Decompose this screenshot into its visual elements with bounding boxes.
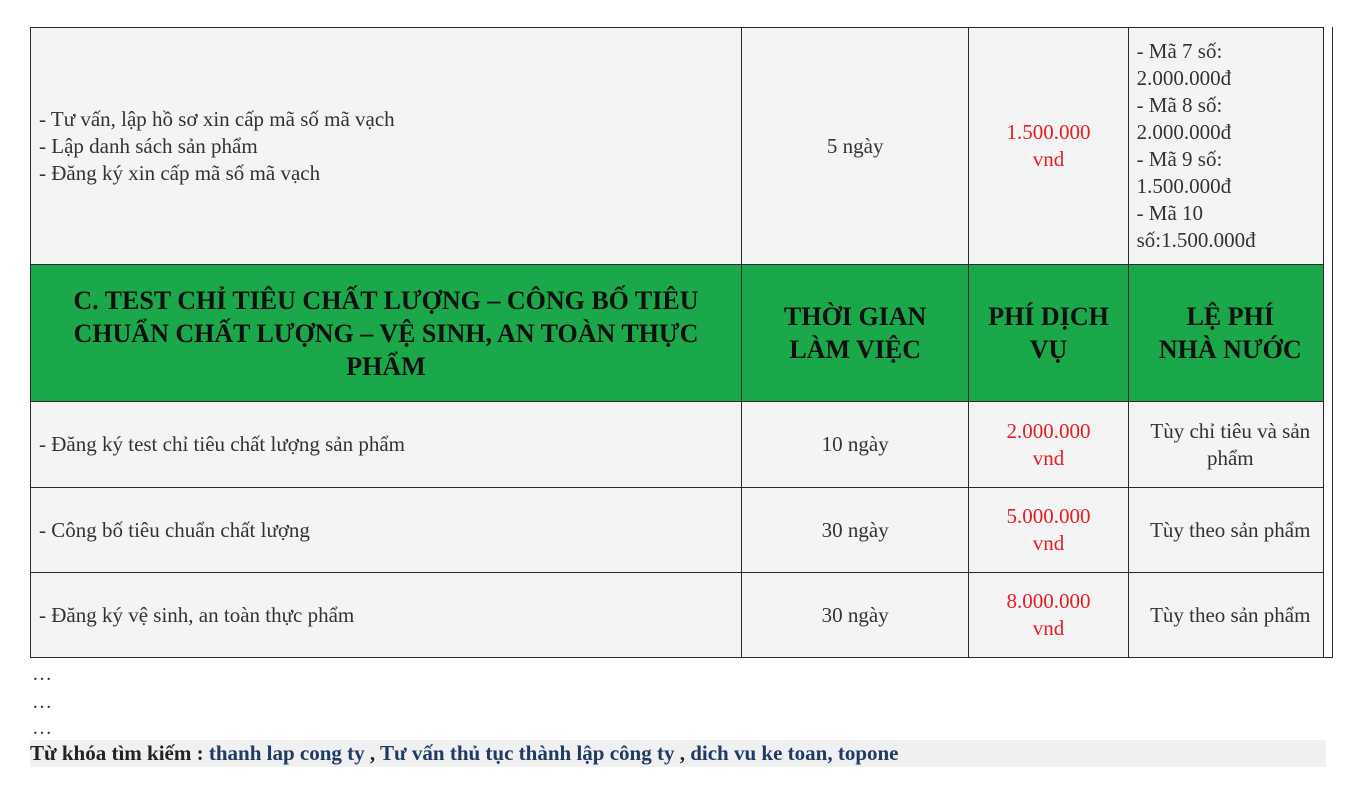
table-row [31, 402, 1333, 488]
fee-amount: 5.000.000 [1006, 504, 1091, 528]
search-keywords [30, 740, 1326, 767]
time-cell: 10 ngày [741, 402, 969, 488]
fee-amount: 2.000.000 [1006, 418, 1091, 443]
ellipsis: … [32, 691, 52, 713]
gov-fee-cell [1128, 28, 1332, 265]
gov-fee-cell: Tùy theo sản phẩm [1128, 488, 1332, 573]
task-line: - Tư vấn, lập hồ sơ xin cấp mã số mã vạch [39, 106, 395, 131]
section-header-row [31, 265, 1333, 402]
gov-fee-line: - Mã 7 số: [1136, 39, 1223, 63]
gov-fee-line: 2.000.000đ [1136, 120, 1232, 144]
table-row [31, 28, 1333, 265]
fee-cell [969, 573, 1128, 658]
section-title: C. TEST CHỈ TIÊU CHẤT LƯỢNG – CÔNG BỐ TIÊU CHUẨN CHẤT LƯỢNG – VỆ SINH, AN TOÀN THỰC PHẨM [31, 265, 742, 402]
fee-unit: vnd [1032, 616, 1065, 640]
ellipsis: … [32, 663, 52, 685]
col-header-gov: LỆ PHÍ NHÀ NƯỚC [1128, 265, 1332, 402]
table-right-border [1323, 27, 1333, 657]
fee-unit: vnd [1032, 531, 1065, 555]
gov-fee-line: 2.000.000đ [1136, 66, 1232, 90]
gov-fee-cell: Tùy chỉ tiêu và sản phẩm [1128, 402, 1332, 488]
gov-fee-line: - Mã 10 [1136, 201, 1204, 225]
time-cell: 30 ngày [741, 488, 969, 573]
fee-cell [969, 402, 1128, 488]
keyword-separator: , [369, 741, 376, 765]
keyword-link[interactable]: Tư vấn thủ tục thành lập công ty [380, 741, 675, 765]
price-table [30, 27, 1333, 658]
ellipsis: … [32, 717, 52, 739]
time-cell: 5 ngày [741, 28, 969, 265]
fee-unit: vnd [1032, 147, 1065, 171]
gov-fee-line: - Mã 9 số: [1136, 147, 1223, 171]
gov-fee-line: 1.500.000đ [1136, 174, 1232, 198]
task-cell: - Đăng ký vệ sinh, an toàn thực phẩm [31, 573, 742, 658]
col-header-time: THỜI GIAN LÀM VIỆC [741, 265, 969, 402]
table-row [31, 573, 1333, 658]
gov-fee-cell: Tùy theo sản phẩm [1128, 573, 1332, 658]
keywords-label: Từ khóa tìm kiếm : [30, 741, 204, 765]
fee-amount: 1.500.000 [1006, 120, 1091, 144]
gov-fee-line: số:1.500.000đ [1136, 228, 1256, 252]
task-cell: - Đăng ký test chỉ tiêu chất lượng sản phẩm [31, 402, 742, 488]
gov-fee-line: - Mã 8 số: [1136, 93, 1223, 117]
keyword-link[interactable]: topone [837, 741, 899, 765]
keyword-link[interactable]: dich vu ke toan [690, 741, 828, 765]
task-line: - Lập danh sách sản phẩm [39, 133, 258, 158]
fee-cell [969, 488, 1128, 573]
task-cell: - Công bố tiêu chuẩn chất lượng [31, 488, 742, 573]
table-row [31, 488, 1333, 573]
fee-amount: 8.000.000 [1006, 589, 1091, 613]
fee-unit: vnd [1032, 445, 1065, 470]
fee-cell [969, 28, 1128, 265]
col-header-fee: PHÍ DỊCH VỤ [969, 265, 1128, 402]
keyword-separator: , [679, 741, 685, 765]
keyword-separator: , [827, 741, 833, 765]
task-cell [31, 28, 742, 265]
keyword-link[interactable]: thanh lap cong ty [208, 741, 365, 765]
task-line: - Đăng ký xin cấp mã số mã vạch [39, 160, 321, 185]
time-cell: 30 ngày [741, 573, 969, 658]
